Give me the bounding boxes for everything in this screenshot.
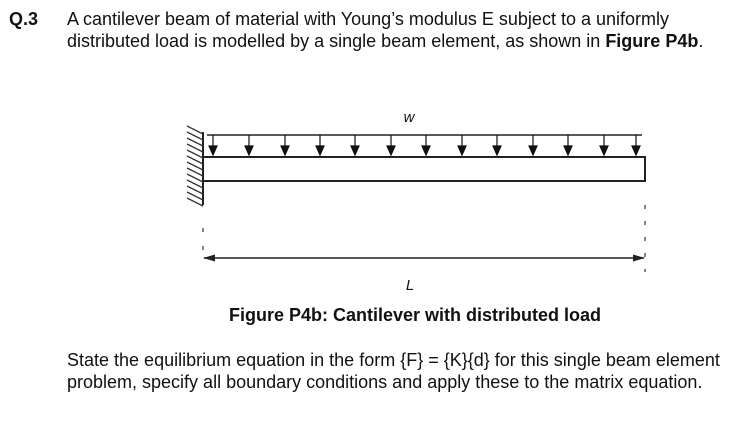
length-label: L	[405, 277, 415, 294]
load-arrows	[209, 135, 640, 155]
question-statement: State the equilibrium equation in the form {F} = {K}{d} for this single beam element problem, specify all boundary conditions and apply these to the matrix equation.	[67, 350, 720, 392]
load-label: w	[403, 109, 415, 126]
question-intro: A cantilever beam of material with Young’s modulus E subject to a uniformly distributed load is modelled by a single beam element, as shown in	[67, 9, 669, 51]
support-hatching	[187, 126, 203, 206]
question-period: .	[698, 31, 704, 51]
question-number: Q.3	[9, 9, 39, 29]
beam	[203, 157, 645, 181]
figure-caption: Figure P4b: Cantilever with distributed load	[228, 305, 602, 325]
figure-reference: Figure P4b	[605, 31, 699, 51]
